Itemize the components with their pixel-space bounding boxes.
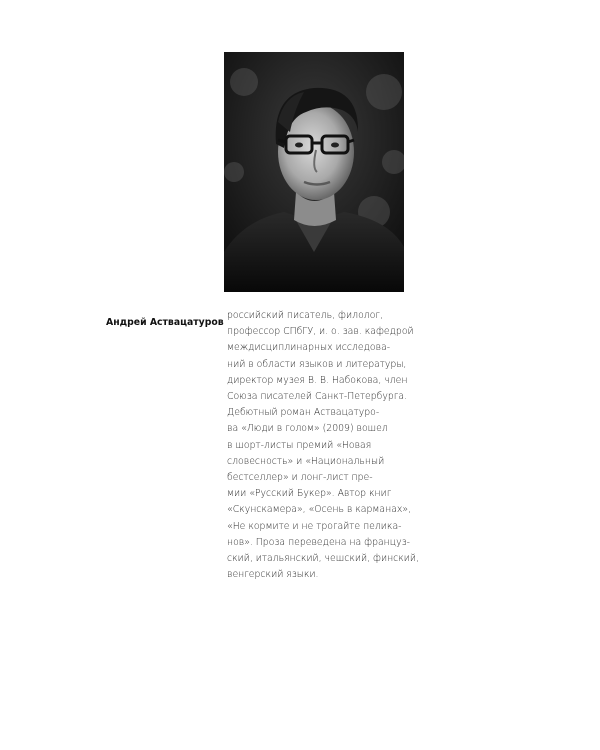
bio-line: директор музея В. В. Набокова, член	[227, 374, 408, 386]
portrait-illustration	[224, 52, 404, 292]
author-name: Андрей Аствацатуров	[106, 317, 224, 328]
bio-line: Союза писателей Санкт-Петербурга.	[227, 391, 407, 403]
bio-line: ский, итальянский, чешский, финский,	[227, 553, 420, 565]
bio-line: словесность» и «Национальный	[227, 455, 385, 467]
bio-line: «Не кормите и не трогайте пелика-	[227, 520, 402, 532]
bio-line: в шорт-листы премий «Новая	[227, 439, 372, 451]
author-portrait-photo	[224, 52, 404, 292]
bio-line: венгерский языки.	[227, 569, 319, 581]
bio-line: профессор СПбГУ, и. о. зав. кафедрой	[227, 326, 414, 338]
author-bio	[227, 308, 427, 583]
bio-line: мии «Русский Букер». Автор книг	[227, 488, 392, 500]
bio-line: Дебютный роман Аствацатуро-	[227, 407, 380, 419]
bio-line: ва «Люди в голом» (2009) вошел	[227, 423, 388, 435]
bio-line: «Скунскамера», «Осень в карманах»,	[227, 504, 412, 516]
bio-line: ний в области языков и литературы,	[227, 358, 407, 370]
bio-line: нов». Проза переведена на француз-	[227, 536, 410, 548]
bio-line: российский писатель, филолог,	[227, 310, 383, 321]
bio-line: бестселлер» и лонг-лист пре-	[227, 472, 373, 484]
bio-line: междисциплинарных исследова-	[227, 342, 391, 354]
